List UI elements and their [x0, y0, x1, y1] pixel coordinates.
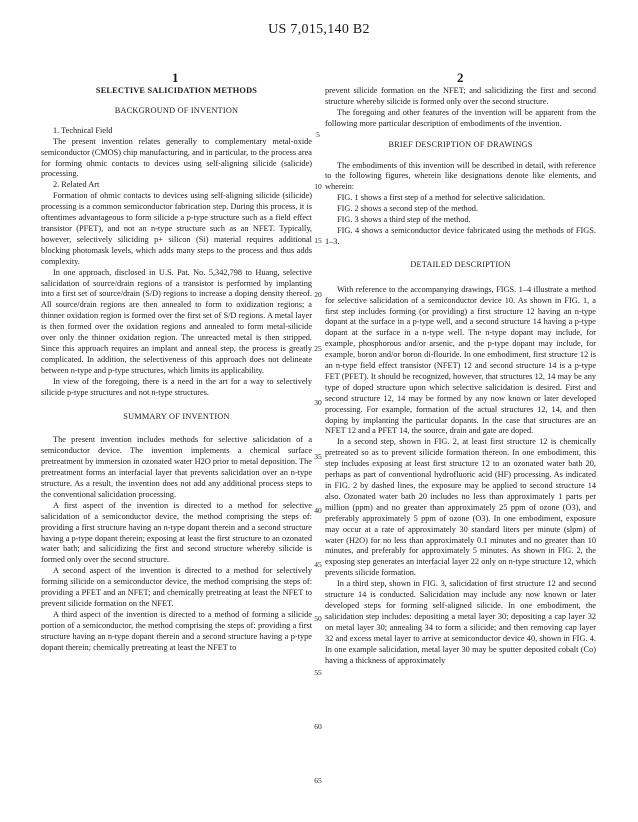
- background-heading: BACKGROUND OF INVENTION: [114, 105, 239, 115]
- related-art-paragraph: Formation of ohmic contacts to devices using self-aligning silicide (silicide) processing is a common semiconductor fabrication step. During this process, it is oftentimes advantageous to form silicide a p-type structure such as a field effect transistor (PFET), and not an n-type structure such as an NFET. Typically, however, selectively siliciding p+ silicon (Si) material requires additional blocking photomask levels, which adds many steps to the process and thus adds complexity.: [41, 191, 312, 266]
- summary-paragraph-1: The present invention includes methods for selective salicidation of a semiconductor device. The invention implements a chemical surface pretreatment by immersion in ozonated water H2O prior to metal deposition. The pretreatment forms an interfacial layer that prevents salicidation over an n-type structure. As a result, the invention does not add any additional process steps to the conventional salicidation processing.: [41, 435, 312, 499]
- summary-heading: SUMMARY OF INVENTION: [123, 412, 230, 422]
- line-number: 60: [314, 722, 322, 731]
- foregoing-paragraph: The foregoing and other features of the invention will be apparent from the following more particular description of embodiments of the invention.: [325, 107, 596, 128]
- drawings-heading: BRIEF DESCRIPTION OF DRAWINGS: [388, 139, 533, 149]
- line-number: 65: [314, 776, 322, 785]
- line-number: 5: [316, 130, 320, 139]
- line-number: 30: [314, 398, 322, 407]
- detailed-paragraph-3: In a third step, shown in FIG. 3, salicidation of first structure 12 and second structure 14 is conducted. Salicidation may include any now known or later developed steps for forming self-aligned silicide. In one embodiment, the salicidation step includes: depositing a metal layer 30; depositing a cap layer 32 on metal layer 30; annealing 34 to form a silicide; and then removing cap layer 32 and excess metal layer to arrive at semiconductor device 40, shown in FIG. 4. In one example salicidation, metal layer 30 may be sputter deposited cobalt (Co) having a thickness of approximately: [325, 579, 596, 665]
- line-number: 35: [314, 452, 322, 461]
- fig1-description: FIG. 1 shows a first step of a method for selective salicidation.: [337, 193, 546, 203]
- tech-field-paragraph: The present invention relates generally to complementary metal-oxide semiconductor (CMOS) chip manufacturing, and in particular, to the process area for forming ohmic contacts to devices using self-aligning silicide (salicide) processing.: [41, 136, 312, 179]
- summary-paragraph-2: A first aspect of the invention is directed to a method for selective salicidation of a semiconductor device, the method comprising the steps of: providing a first structure having an n-type dopant therein and a second structure having a p-type dopant therein; exposing at least the first structure to an ozonated water bath; and salicidizing the first and second structure whereby silicide is formed only over the second structure.: [41, 500, 312, 565]
- fig3-description: FIG. 3 shows a third step of the method.: [337, 215, 471, 225]
- fig4-description: FIG. 4 shows a semiconductor device fabricated using the methods of FIGS. 1–3.: [325, 225, 596, 246]
- line-number: 55: [314, 668, 322, 677]
- line-number: 25: [314, 344, 322, 353]
- continued-paragraph: prevent silicide formation on the NFET; and salicidizing the first and second structure whereby silicide is formed only over the second structure.: [325, 86, 596, 106]
- summary-paragraph-3: A second aspect of the invention is directed to a method for selectively forming silicide on a semiconductor device, the method comprising the steps of: providing a PFET and an NFET; and chemically pretreating at least the NFET to prevent silicide formation on the NFET.: [41, 566, 312, 608]
- detailed-paragraph-2: In a second step, shown in FIG. 2, at least first structure 12 is chemically pretreated so as to prevent silicide formation thereon. In one embodiment, this step includes exposing at least first structure 12 to an ozonated water bath 20, perhaps as part of conventional hydrofluoric acid (HF) processing. As indicated in FIG. 2 by dashed lines, the exposure may be applied to second structure 14 also. Ozonated water bath 20 includes no less than approximately 1 parts per million (ppm) and no greater than approximately 25 ppm of ozone (O3), and preferably approximately 5 ppm of ozone (O3). In one embodiment, exposure may occur at a rate of approximately 30 standard liters per minute (slpm) of water (H2O) for no less than approximately 0.1 minutes and no greater than 10 minutes, and preferably for approximately 5 minutes. As shown in FIG. 2, the exposing step generates an interfacial layer 22 only on n-type structure 12, which prevents silicide formation.: [325, 437, 596, 578]
- right-column-number: 2: [457, 70, 464, 85]
- detailed-paragraph-1: With reference to the accompanying drawings, FIGS. 1–4 illustrate a method for selective salicidation of a semiconductor device 10. As shown in FIG. 1, a first step includes forming (or providing) a first structure 12 having an n-type dopant at the surface in a p-type well, and a second structure 14 having a p-type dopant at the surface in a n-type well. The n-type dopant may include, for example, phosphorous and/or arsenic, and the p-type dopant may include, for example, boron and/or boron di-flouride. In one embodiment, first structure 12 is an n-type field effect transistor (NFET) 12 and second structure 14 is a p-type FET (PFET). It should be recognized, however, that structures 12, 14 may be any type of doped structure upon which selective salicidation is desired. First and second structure 12, 14 may be formed by any now known or later developed processing. For example, formation of the actual structures 12, 14, and then doping by implanting the particular dopants. In the case that structures are an NFET 12 and a PFET 14, the source, drain and gate are doped.: [325, 284, 596, 436]
- tech-field-heading: 1. Technical Field: [53, 125, 113, 135]
- line-number: 50: [314, 614, 322, 623]
- related-art-heading: 2. Related Art: [53, 180, 100, 190]
- summary-paragraph-4: A third aspect of the invention is directed to a method of forming a silicide portion of a semiconductor, the method comprising the steps of: providing a first structure having an n-type dopant therein and a second structure having a p-type dopant therein; chemically pretreating at least the NFET to: [41, 609, 312, 652]
- fig2-description: FIG. 2 shows a second step of the method.: [337, 204, 479, 214]
- line-number: 10: [314, 182, 322, 191]
- line-number: 15: [314, 236, 322, 245]
- line-number: 20: [314, 290, 322, 299]
- need-paragraph: In view of the foregoing, there is a need in the art for a way to selectively silicide p-type structures and not n-type structures.: [41, 376, 312, 397]
- line-number: 40: [314, 506, 322, 515]
- left-column: [41, 86, 312, 654]
- drawings-intro: The embodiments of this invention will be described in detail, with reference to the following figures, wherein like designations denote like elements, and wherein:: [325, 160, 596, 192]
- detailed-heading: DETAILED DESCRIPTION: [410, 259, 511, 269]
- approach-paragraph: In one approach, disclosed in U.S. Pat. No. 5,342,798 to Huang, selective salicidation of source/drain regions of a transistor is performed by implanting into a first set of source/drain (S/D) regions to increase a doping density thereof. All source/drain regions are then annealed to form to oxidization regions; a thinner oxidation region is formed over the first set of S/D regions. A metal layer is then formed over the oxidation regions and annealed to form metal-silicide over only the thinner oxidation region. The unreacted metal is then stripped. Since this approach requires an implant and anneal step, the process is greatly complicated. In addition, the selectiveness of this approach does not delineate between n-type and p-type structures, which limits its applicability.: [41, 267, 312, 375]
- line-number: 45: [314, 560, 322, 569]
- patent-number: US 7,015,140 B2: [268, 22, 370, 37]
- invention-title: SELECTIVE SALICIDATION METHODS: [95, 86, 258, 95]
- left-column-number: 1: [172, 70, 179, 85]
- right-column: [325, 86, 596, 666]
